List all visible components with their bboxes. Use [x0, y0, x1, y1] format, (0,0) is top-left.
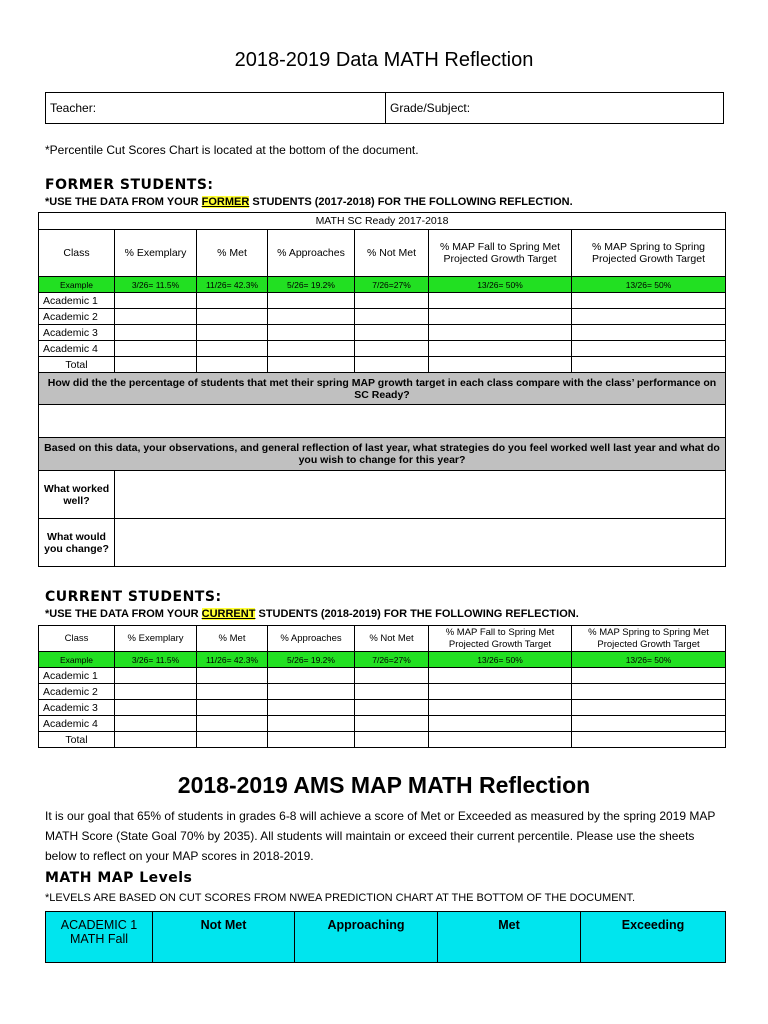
input-cell[interactable] — [197, 700, 268, 716]
current-instruction: *USE THE DATA FROM YOUR CURRENT STUDENTS (2018-2019) FOR THE FOLLOWING REFLECTION. — [45, 608, 579, 620]
level-approaching: Approaching — [295, 912, 438, 963]
input-cell[interactable] — [268, 684, 355, 700]
former-highlight: FORMER — [201, 196, 250, 208]
former-students-heading: FORMER STUDENTS: — [45, 177, 214, 193]
row-label: Academic 1 — [39, 293, 115, 309]
row-label: Academic 3 — [39, 700, 115, 716]
level-exceeding: Exceeding — [581, 912, 726, 963]
col-header: % Not Met — [355, 626, 429, 652]
input-cell[interactable] — [355, 293, 429, 309]
input-cell[interactable] — [572, 357, 726, 373]
table-row — [39, 341, 726, 357]
input-cell[interactable] — [268, 341, 355, 357]
example-cell: 11/26= 42.3% — [197, 652, 268, 668]
row-label: Academic 4 — [39, 341, 115, 357]
example-cell: 3/26= 11.5% — [115, 277, 197, 293]
levels-table — [45, 911, 726, 963]
teacher-field[interactable] — [46, 93, 386, 124]
input-cell[interactable] — [355, 325, 429, 341]
level-not-met: Not Met — [153, 912, 295, 963]
levels-class-line2: MATH Fall — [69, 932, 129, 946]
input-cell[interactable] — [115, 293, 197, 309]
col-header: % Approaches — [268, 626, 355, 652]
levels-note: *LEVELS ARE BASED ON CUT SCORES FROM NWEA PREDICTION CHART AT THE BOTTOM OF THE DOCUMENT. — [45, 892, 636, 904]
table-row — [39, 732, 726, 748]
input-cell[interactable] — [115, 668, 197, 684]
example-cell: 11/26= 42.3% — [197, 277, 268, 293]
col-header: % Exemplary — [115, 230, 197, 277]
col-header: Class — [39, 626, 115, 652]
input-cell[interactable] — [115, 684, 197, 700]
input-cell[interactable] — [572, 716, 726, 732]
input-cell[interactable] — [268, 293, 355, 309]
example-cell: 3/26= 11.5% — [115, 652, 197, 668]
col-header: Class — [39, 230, 115, 277]
question-2: Based on this data, your observations, and general reflection of last year, what strategies do you feel worked well last year and what do you wish to change for this year? — [39, 438, 726, 471]
input-cell[interactable] — [197, 293, 268, 309]
example-cell: 13/26= 50% — [429, 652, 572, 668]
input-cell[interactable] — [572, 700, 726, 716]
input-cell[interactable] — [268, 732, 355, 748]
table-row — [39, 700, 726, 716]
col-header: % Approaches — [268, 230, 355, 277]
example-cell: 13/26= 50% — [572, 277, 726, 293]
grade-subject-field[interactable] — [386, 93, 724, 124]
worked-well-field[interactable] — [115, 471, 726, 519]
input-cell[interactable] — [429, 700, 572, 716]
input-cell[interactable] — [429, 357, 572, 373]
input-cell[interactable] — [355, 700, 429, 716]
col-header: % Met — [197, 230, 268, 277]
teacher-label: Teacher: — [50, 101, 97, 115]
input-cell[interactable] — [355, 357, 429, 373]
input-cell[interactable] — [355, 668, 429, 684]
example-cell: Example — [39, 277, 115, 293]
would-change-field[interactable] — [115, 519, 726, 567]
answer-1-field[interactable] — [39, 405, 726, 438]
row-label: Academic 1 — [39, 668, 115, 684]
former-data-table — [38, 212, 726, 567]
input-cell[interactable] — [572, 309, 726, 325]
row-label: Total — [39, 357, 115, 373]
input-cell[interactable] — [355, 716, 429, 732]
input-cell[interactable] — [115, 341, 197, 357]
input-cell[interactable] — [115, 325, 197, 341]
question-1: How did the the percentage of students that met their spring MAP growth target in each class compare with the class’ performance on SC Ready? — [39, 373, 726, 405]
table-row — [39, 325, 726, 341]
would-change-label: What would you change? — [39, 519, 115, 567]
table-row — [39, 716, 726, 732]
current-highlight: CURRENT — [201, 608, 256, 620]
input-cell[interactable] — [268, 309, 355, 325]
input-cell[interactable] — [197, 309, 268, 325]
input-cell[interactable] — [268, 325, 355, 341]
input-cell[interactable] — [429, 732, 572, 748]
col-header: % MAP Spring to Spring Projected Growth Target — [572, 230, 726, 277]
input-cell[interactable] — [268, 700, 355, 716]
table-row — [39, 684, 726, 700]
table-row — [39, 309, 726, 325]
row-label: Academic 4 — [39, 716, 115, 732]
input-cell[interactable] — [429, 716, 572, 732]
input-cell[interactable] — [355, 341, 429, 357]
example-cell: 7/26=27% — [355, 277, 429, 293]
input-cell[interactable] — [429, 684, 572, 700]
input-cell[interactable] — [197, 716, 268, 732]
input-cell[interactable] — [572, 668, 726, 684]
input-cell[interactable] — [572, 684, 726, 700]
row-label: Academic 3 — [39, 325, 115, 341]
col-header: % Met — [197, 626, 268, 652]
input-cell[interactable] — [268, 357, 355, 373]
col-header: % MAP Fall to Spring Met Projected Growth Target — [429, 626, 572, 652]
current-students-heading: CURRENT STUDENTS: — [45, 589, 222, 605]
levels-class-cell — [46, 912, 153, 963]
example-cell: Example — [39, 652, 115, 668]
input-cell[interactable] — [115, 716, 197, 732]
worked-well-label: What worked well? — [39, 471, 115, 519]
input-cell[interactable] — [429, 325, 572, 341]
goal-paragraph: It is our goal that 65% of students in grades 6-8 will achieve a score of Met or Exceeded as measured by the spring 2019 MAP MATH Score (State Goal 70% by 2035). All students will maintain or exceed their current percentile. Please use the sheets below to reflect on your MAP scores in 2018-2019. — [45, 809, 716, 863]
input-cell[interactable] — [355, 732, 429, 748]
input-cell[interactable] — [429, 293, 572, 309]
input-cell[interactable] — [115, 309, 197, 325]
level-met: Met — [438, 912, 581, 963]
input-cell[interactable] — [115, 357, 197, 373]
input-cell[interactable] — [572, 732, 726, 748]
example-cell: 5/26= 19.2% — [268, 652, 355, 668]
input-cell[interactable] — [355, 309, 429, 325]
input-cell[interactable] — [197, 325, 268, 341]
input-cell[interactable] — [197, 732, 268, 748]
col-header: % Not Met — [355, 230, 429, 277]
input-cell[interactable] — [268, 716, 355, 732]
input-cell[interactable] — [197, 357, 268, 373]
table-row — [39, 668, 726, 684]
col-header: % MAP Spring to Spring Met Projected Growth Target — [572, 626, 726, 652]
input-cell[interactable] — [572, 341, 726, 357]
table-row — [39, 293, 726, 309]
col-header: % Exemplary — [115, 626, 197, 652]
input-cell[interactable] — [115, 732, 197, 748]
input-cell[interactable] — [197, 684, 268, 700]
cut-scores-note: *Percentile Cut Scores Chart is located at the bottom of the document. — [45, 143, 419, 157]
current-data-table — [38, 625, 726, 748]
former-table-title: MATH SC Ready 2017-2018 — [39, 213, 726, 230]
row-label: Academic 2 — [39, 684, 115, 700]
table-row — [39, 357, 726, 373]
teacher-info-table — [45, 92, 724, 124]
page-title: 2018-2019 Data MATH Reflection — [234, 49, 534, 71]
input-cell[interactable] — [115, 700, 197, 716]
example-cell: 7/26=27% — [355, 652, 429, 668]
levels-heading: MATH MAP Levels — [45, 870, 193, 886]
example-cell: 13/26= 50% — [429, 277, 572, 293]
levels-class-line1: ACADEMIC 1 — [60, 918, 138, 932]
example-cell: 5/26= 19.2% — [268, 277, 355, 293]
input-cell[interactable] — [572, 293, 726, 309]
input-cell[interactable] — [429, 309, 572, 325]
former-instruction: *USE THE DATA FROM YOUR FORMER STUDENTS (2017-2018) FOR THE FOLLOWING REFLECTION. — [45, 196, 573, 208]
input-cell[interactable] — [197, 341, 268, 357]
col-header: % MAP Fall to Spring Met Projected Growth Target — [429, 230, 572, 277]
input-cell[interactable] — [429, 341, 572, 357]
input-cell[interactable] — [197, 668, 268, 684]
input-cell[interactable] — [572, 325, 726, 341]
row-label: Academic 2 — [39, 309, 115, 325]
input-cell[interactable] — [355, 684, 429, 700]
example-cell: 13/26= 50% — [572, 652, 726, 668]
grade-subject-label: Grade/Subject: — [390, 101, 471, 115]
row-label: Total — [39, 732, 115, 748]
ams-title: 2018-2019 AMS MAP MATH Reflection — [177, 772, 591, 798]
input-cell[interactable] — [268, 668, 355, 684]
input-cell[interactable] — [429, 668, 572, 684]
